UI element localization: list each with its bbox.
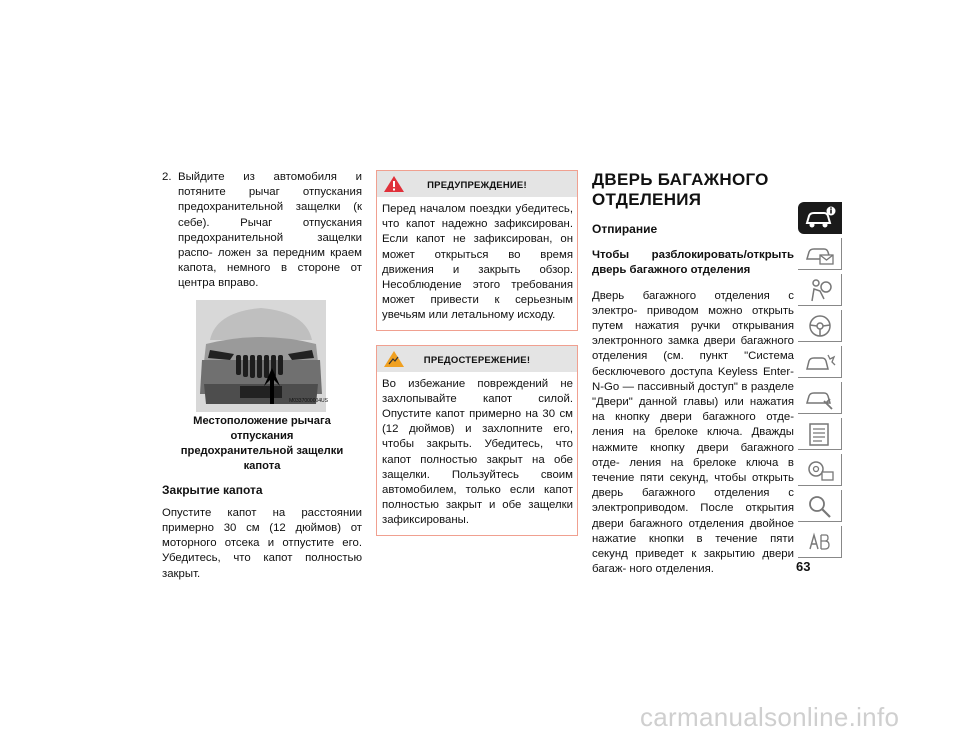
para-line: отпустите его. Убедитесь, что капот — [162, 537, 362, 565]
paragraph — [592, 289, 794, 578]
figure-code: M0337000004US — [289, 398, 328, 405]
tab-driving[interactable] — [798, 310, 842, 342]
para-line: секунд, чтобы открыть дверь багажного — [592, 472, 794, 500]
tab-service[interactable] — [798, 382, 842, 414]
warning-line: капот не зафиксирован, он может — [382, 233, 573, 261]
mail-icon — [804, 241, 836, 267]
page-number: 63 — [796, 559, 811, 574]
para-line: "Система бесключевого доступа Keyless — [592, 350, 795, 378]
warning-text — [377, 197, 577, 330]
para-line: отделения с электроприводом. После — [592, 487, 794, 515]
left-column — [162, 170, 362, 582]
warning-line: капот надежно зафиксирован. Если — [382, 218, 574, 246]
warning-line: исходу. — [517, 309, 556, 322]
para-line: 30 см (12 дюймов) от моторного отсека и — [162, 522, 362, 550]
para-line: Enter-N-Go — пассивный доступ" в — [592, 365, 794, 393]
para-line: Дверь багажного отделения с электро- — [592, 289, 794, 317]
chapter-tabs — [798, 202, 842, 562]
magnifier-icon — [804, 493, 836, 519]
car-crash-icon — [804, 349, 836, 375]
caution-header — [377, 346, 577, 372]
para-line: Опустите капот на расстоянии примерно — [162, 506, 362, 535]
caution-line: Убедитесь, что капот полностью закрыт — [382, 438, 573, 466]
tab-safety[interactable] — [798, 274, 842, 306]
caution-box — [376, 345, 578, 536]
para-line: разделе "Двери" данной главы) или — [592, 380, 794, 409]
caution-title: ПРЕДОСТЕРЕЖЕНИЕ! — [423, 354, 531, 366]
subsub-line: Чтобы разблокировать/открыть — [592, 249, 794, 262]
para-line: двойное нажатие кнопки в течение пяти — [592, 517, 794, 545]
right-column — [592, 170, 794, 577]
step-line: рычаг отпускания предохранительной — [178, 186, 362, 214]
caution-line: Во избежание повреждений не — [382, 377, 573, 390]
title-line: ДВЕРЬ БАГАЖНОГО — [592, 170, 769, 189]
caution-line: на обе защелки. Пользуйтесь своим — [382, 453, 574, 481]
step-line: защелки (к себе). Рычаг отпускания — [178, 201, 362, 229]
caution-line: захлопывайте капот силой. Опустите — [382, 392, 573, 421]
caution-line: зафиксированы. — [382, 514, 470, 527]
tab-multimedia[interactable] — [798, 454, 842, 486]
car-info-icon — [804, 205, 836, 231]
step-line: предохранительной защелки распо- — [178, 231, 362, 260]
tab-emergency[interactable] — [798, 346, 842, 378]
step-line: немного в стороне от центра вправо. — [178, 262, 362, 290]
subsub-line: дверь багажного отделения — [592, 264, 751, 277]
steering-wheel-icon — [804, 313, 836, 339]
warning-line: закрыть обзор. Несоблюдение этого — [382, 263, 573, 292]
caution-line: полностью закрыт и обе защелки — [382, 499, 573, 512]
warning-header — [377, 171, 577, 197]
alphabet-index-icon — [804, 529, 836, 555]
warning-box — [376, 170, 578, 331]
page-title — [592, 170, 794, 210]
step-line: ложен за передним краем капота, — [178, 247, 362, 275]
hood-release-figure — [196, 300, 326, 412]
tab-customer-assistance[interactable] — [798, 490, 842, 522]
warning-title: ПРЕДУПРЕЖДЕНИЕ! — [427, 180, 527, 191]
caution-line: захлопните его, чтобы закрыть. — [382, 423, 574, 451]
middle-column — [376, 170, 578, 550]
tab-messages[interactable] — [798, 238, 842, 270]
checklist-icon — [804, 421, 836, 447]
warning-line: требования может привести к — [382, 279, 573, 307]
para-line: ручки открывания электронного замка — [592, 320, 794, 348]
warning-line: открыться во время движения и — [382, 248, 573, 276]
para-line: ления на брелоке ключа. Дважды — [592, 426, 794, 439]
figure-caption — [162, 414, 362, 474]
step-2 — [162, 170, 362, 292]
step-line: Выйдите из автомобиля и потяните — [178, 171, 362, 199]
warning-line: серьезным увечьям или летальному — [382, 294, 573, 322]
para-line: ления на брелоке ключа в течение пяти — [592, 456, 794, 485]
caution-line: капот примерно на 30 см (12 дюймов) и — [382, 408, 573, 436]
person-airbag-icon — [804, 277, 836, 303]
para-line: ного отделения. — [629, 563, 714, 576]
tab-vehicle-info[interactable] — [798, 202, 842, 234]
car-service-icon — [804, 385, 836, 411]
para-line: приводом можно открыть путем нажатия — [592, 304, 794, 333]
para-line: полностью закрыт. — [162, 552, 363, 580]
paragraph — [162, 506, 362, 582]
title-line: ОТДЕЛЕНИЯ — [592, 190, 702, 209]
step-text — [178, 170, 362, 292]
para-line: нажатия на кнопку двери багажного отде- — [592, 396, 794, 424]
step-number: 2. — [162, 171, 172, 183]
section-heading: Закрытие капота — [162, 482, 263, 497]
watermark: carmanualsonline.info — [640, 702, 900, 732]
gear-mail-icon — [804, 457, 836, 483]
para-line: нажмите кнопку двери багажного отде- — [592, 441, 794, 469]
tab-index[interactable] — [798, 526, 842, 558]
para-line: секунд приведет к закрытию двери багаж- — [592, 548, 794, 576]
warning-line: Перед началом поездки убедитесь, что — [382, 203, 573, 231]
para-line: двери багажного отделения (см. пункт — [592, 335, 794, 363]
caption-line: Местоположение рычага отпускания — [193, 414, 331, 442]
sub-subheading — [592, 248, 794, 278]
caution-line: автомобилем, только если капот — [382, 484, 573, 497]
caution-text — [377, 372, 577, 535]
para-line: открытия двери багажного отделения — [592, 502, 794, 530]
subheading: Отпирание — [592, 222, 658, 236]
tab-specs[interactable] — [798, 418, 842, 450]
caption-line: предохранительной защелки капота — [180, 444, 344, 472]
